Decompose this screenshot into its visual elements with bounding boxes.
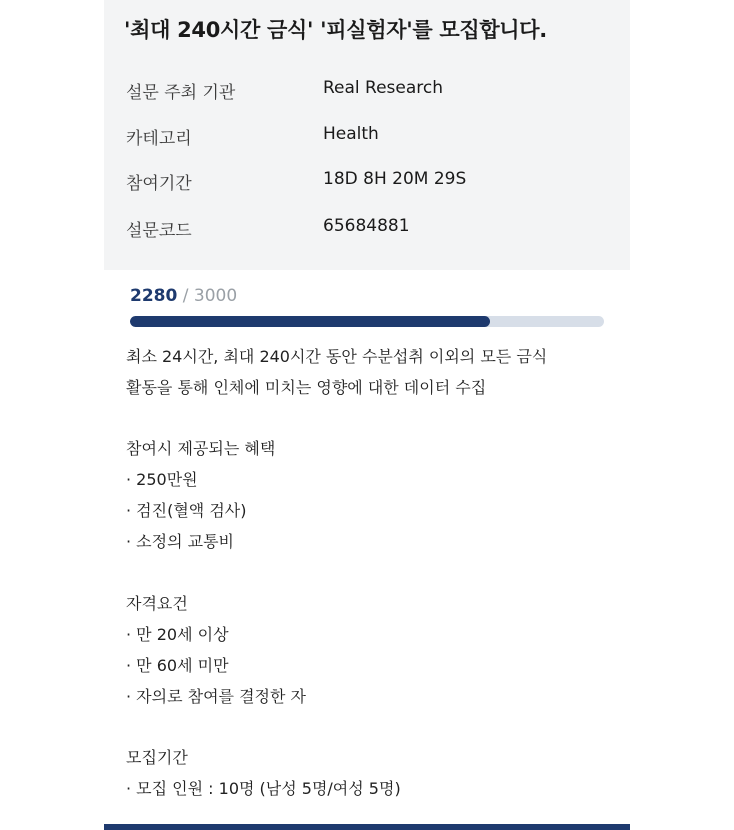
progress-bar-fill [130, 316, 490, 327]
participant-progress [130, 286, 604, 330]
benefit-item: · 검진(혈액 검사) [126, 501, 247, 520]
duration-label: 참여기간 [126, 174, 192, 194]
description-line: 최소 24시간, 최대 240시간 동안 수분섭취 이외의 모든 금식 [126, 347, 548, 366]
description-line: 활동을 통해 인체에 미치는 영향에 대한 데이터 수집 [126, 378, 487, 397]
organizer-label: 설문 주최 기관 [126, 83, 236, 103]
participant-count [130, 286, 237, 306]
duration-value: 18D 8H 20M 29S [323, 169, 467, 189]
organizer-value: Real Research [323, 78, 444, 98]
bottom-action-bar[interactable] [104, 824, 630, 830]
eligibility-item: · 만 60세 미만 [126, 656, 229, 675]
category-value: Health [323, 124, 379, 144]
progress-bar-track [130, 316, 604, 327]
info-row-duration [126, 169, 616, 195]
recruitment-item: · 모집 인원 : 10명 (남성 5명/여성 5명) [126, 779, 401, 798]
recruitment-heading: 모집기간 [126, 748, 188, 767]
info-row-survey-code [126, 216, 616, 242]
eligibility-item: · 자의로 참여를 결정한 자 [126, 687, 306, 706]
benefits-heading: 참여시 제공되는 혜택 [126, 439, 276, 458]
participant-separator: / [177, 286, 194, 306]
benefit-item: · 250만원 [126, 470, 198, 489]
participant-total: 3000 [193, 286, 238, 306]
benefit-item: · 소정의 교통비 [126, 532, 234, 551]
info-row-organizer [126, 78, 616, 104]
participant-current: 2280 [130, 286, 178, 306]
survey-code-label: 설문코드 [126, 221, 192, 241]
survey-info-card [104, 0, 630, 270]
survey-code-value: 65684881 [323, 216, 410, 236]
survey-title: '최대 240시간 금식' '피실험자'를 모집합니다. [124, 18, 547, 42]
category-label: 카테고리 [126, 129, 192, 149]
info-row-category [126, 124, 616, 150]
eligibility-item: · 만 20세 이상 [126, 625, 229, 644]
eligibility-heading: 자격요건 [126, 594, 188, 613]
